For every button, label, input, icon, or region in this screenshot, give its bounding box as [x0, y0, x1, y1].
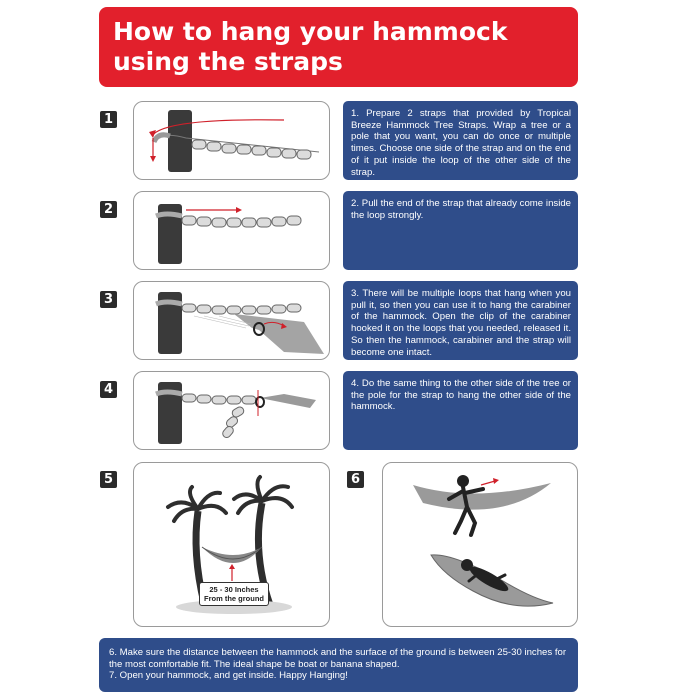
- final-instructions: [99, 638, 578, 692]
- step-2-text: 2. Pull the end of the strap that already come inside the loop strongly.: [351, 198, 571, 221]
- other-side-strap-icon: [134, 372, 330, 450]
- strap-pull-icon: [134, 192, 330, 270]
- title-banner: [99, 7, 578, 87]
- step-number-5: 5: [100, 471, 117, 488]
- step-number-2: 2: [100, 201, 117, 218]
- step-4-illustration: [133, 371, 330, 450]
- callout-line-2: From the ground: [204, 594, 264, 603]
- step-3-description: [343, 281, 578, 360]
- callout-line-1: 25 - 30 Inches: [209, 585, 259, 594]
- step-number-1: 1: [100, 111, 117, 128]
- step-4-text: 4. Do the same thing to the other side of the tree or the pole for the strap to hang the other side of the hammock.: [351, 378, 571, 413]
- height-callout: [199, 582, 269, 606]
- step-2-illustration: [133, 191, 330, 270]
- step-4-description: [343, 371, 578, 450]
- person-in-hammock-icon: [383, 463, 578, 627]
- instruction-6-text: 6. Make sure the distance between the hammock and the surface of the ground is between 25-30 inches for the most comfortable fit. The ideal shape be boat or banana shaped.: [109, 647, 567, 670]
- step-1-description: [343, 101, 578, 180]
- step-3-illustration: [133, 281, 330, 360]
- strap-wrap-icon: [134, 102, 330, 180]
- step-6-illustration: [382, 462, 578, 627]
- step-number-4: 4: [100, 381, 117, 398]
- step-number-6: 6: [347, 471, 364, 488]
- carabiner-hook-icon: [134, 282, 330, 360]
- step-3-text: 3. There will be multiple loops that hang when you pull it, so then you can use it to hang the carabiner of the hammock. Open the clip of the carabiner hooked it on the loops that you needed, released it. So then the hammock, carabiner and the strap will become one intact.: [351, 288, 571, 358]
- step-1-illustration: [133, 101, 330, 180]
- step-number-3: 3: [100, 291, 117, 308]
- title-line-2: using the straps: [113, 47, 343, 76]
- title-line-1: How to hang your hammock: [113, 17, 508, 46]
- step-1-text: 1. Prepare 2 straps that provided by Tropical Breeze Hammock Tree Straps. Wrap a tree or a pole that you want, you can do once or multiple times. Choose one side of the strap and on the end of it put inside the loop of the other side of the strap.: [351, 108, 571, 178]
- page-title: [113, 17, 507, 77]
- step-2-description: [343, 191, 578, 270]
- instruction-7-text: 7. Open your hammock, and get inside. Happy Hanging!: [109, 670, 348, 681]
